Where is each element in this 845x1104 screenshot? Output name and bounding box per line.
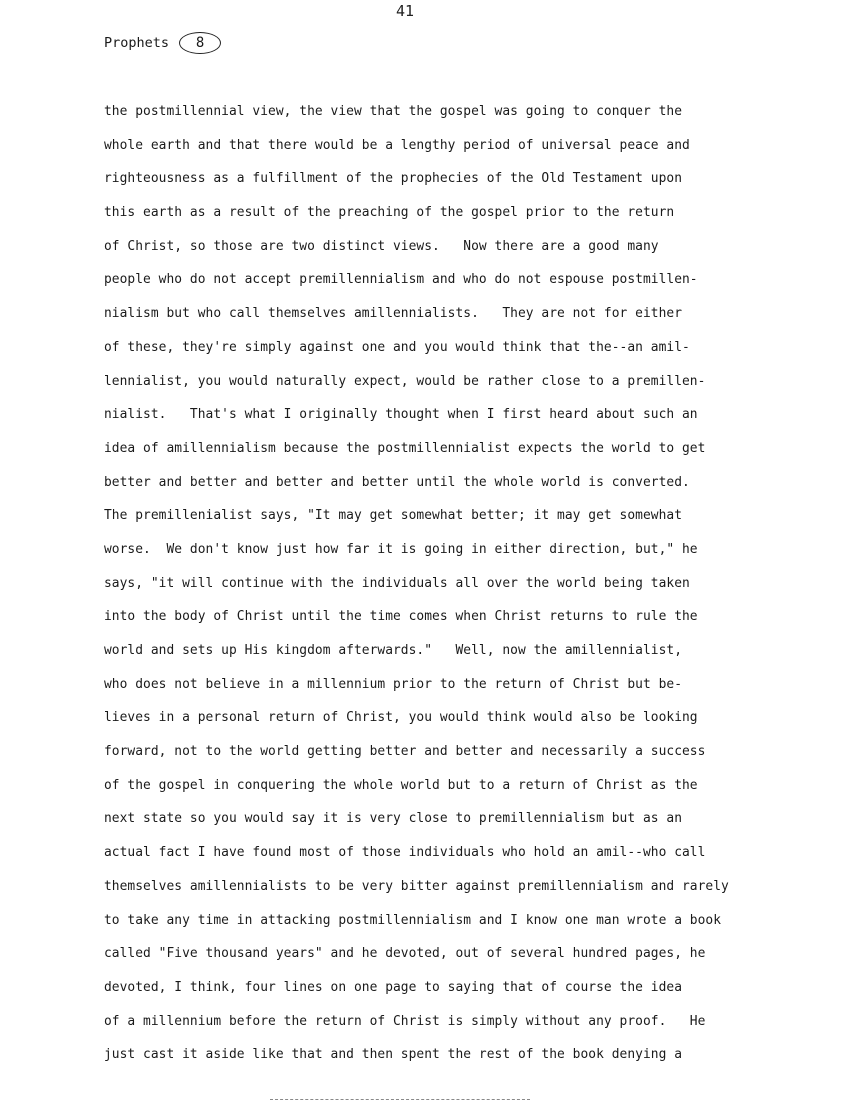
text-line: nialist. That's what I originally thought when I first heard about such an (104, 407, 698, 423)
text-line: says, "it will continue with the individuals all over the world being taken (104, 575, 690, 591)
text-line: righteousness as a fulfillment of the prophecies of the Old Testament upon (104, 171, 682, 187)
text-line: this earth as a result of the preaching of the gospel prior to the return (104, 205, 675, 221)
body-text (104, 100, 804, 1077)
text-line: The premillenialist says, "It may get somewhat better; it may get somewhat (104, 508, 682, 524)
text-line: whole earth and that there would be a lengthy period of universal peace and (104, 137, 690, 153)
page-number: 41 (396, 2, 415, 20)
header-title: Prophets (104, 35, 170, 51)
circled-section-number: 8 (179, 32, 221, 54)
text-line: lennialist, you would naturally expect, would be rather close to a premillen- (104, 373, 706, 389)
text-line: of the gospel in conquering the whole world but to a return of Christ as the (104, 777, 698, 793)
text-line: lieves in a personal return of Christ, you would think would also be looking (104, 710, 698, 726)
text-line: just cast it aside like that and then spent the rest of the book denying a (104, 1047, 682, 1063)
text-line: next state so you would say it is very close to premillennialism but as an (104, 811, 682, 827)
text-line: actual fact I have found most of those individuals who hold an amil--who call (104, 845, 706, 861)
footer-rule (270, 1099, 530, 1100)
text-line: devoted, I think, four lines on one page to saying that of course the idea (104, 979, 682, 995)
text-line: of these, they're simply against one and you would think that the--an amil- (104, 339, 690, 355)
text-line: nialism but who call themselves amillennialists. They are not for either (104, 306, 682, 322)
text-line: themselves amillennialists to be very bitter against premillennialism and rarely (104, 878, 729, 894)
text-line: into the body of Christ until the time comes when Christ returns to rule the (104, 609, 698, 625)
text-line: better and better and better and better until the whole world is converted. (104, 474, 690, 490)
page-header (104, 32, 221, 54)
text-line: who does not believe in a millennium prior to the return of Christ but be- (104, 676, 682, 692)
text-line: the postmillennial view, the view that the gospel was going to conquer the (104, 104, 682, 119)
text-line: worse. We don't know just how far it is going in either direction, but," he (104, 541, 698, 557)
text-line: idea of amillennialism because the postmillennialist expects the world to get (104, 440, 706, 456)
text-line: of Christ, so those are two distinct views. Now there are a good many (104, 238, 659, 254)
text-line: forward, not to the world getting better and better and necessarily a success (104, 744, 706, 760)
text-line: called "Five thousand years" and he devoted, out of several hundred pages, he (104, 946, 706, 962)
text-line: to take any time in attacking postmillennialism and I know one man wrote a book (104, 912, 722, 928)
text-line: people who do not accept premillennialism and who do not espouse postmillen- (104, 272, 698, 288)
text-line: of a millennium before the return of Christ is simply without any proof. He (104, 1013, 706, 1029)
text-line: world and sets up His kingdom afterwards." Well, now the amillennialist, (104, 643, 682, 658)
